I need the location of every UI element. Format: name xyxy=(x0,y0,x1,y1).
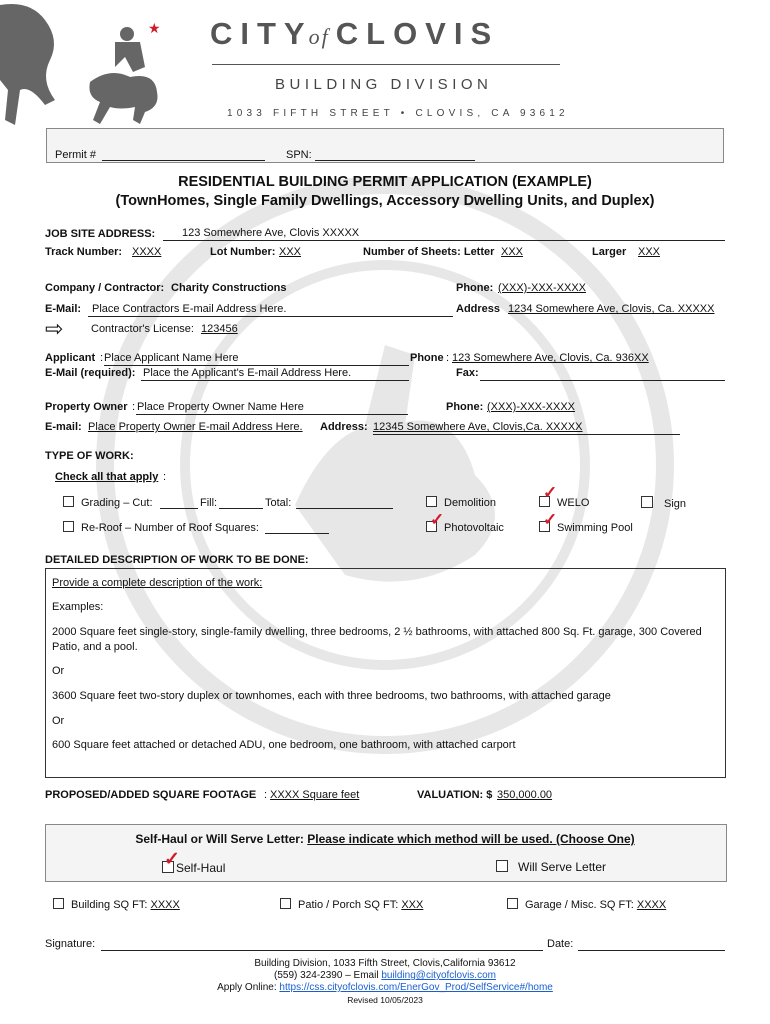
cowboy-horse-logo-left xyxy=(0,0,70,130)
check-all-label: Check all that apply xyxy=(55,471,159,483)
company-label: Company / Contractor: xyxy=(45,282,165,294)
checkbox-icon xyxy=(63,496,74,507)
contractor-phone-value[interactable]: (XXX)-XXX-XXXX xyxy=(498,282,587,294)
footer-email-link[interactable]: building@cityofclovis.com xyxy=(381,970,496,981)
garage-sqft-checkbox[interactable]: Garage / Misc. SQ FT: XXXX xyxy=(507,898,666,911)
applicant-label: Applicant xyxy=(45,352,96,364)
date-label: Date: xyxy=(547,938,574,950)
company-value[interactable]: Charity Constructions xyxy=(171,282,287,294)
contractor-email-value[interactable]: Place Contractors E-mail Address Here. xyxy=(92,303,287,315)
footer-apply-link[interactable]: https://css.cityofclovis.com/EnerGov_Prod/SelfService#/home xyxy=(279,982,553,993)
contractor-license-value[interactable]: 123456 xyxy=(201,323,238,335)
patio-sqft-checkbox[interactable]: Patio / Porch SQ FT: XXX xyxy=(280,898,423,911)
form-subtitle: (TownHomes, Single Family Dwellings, Accessory Dwelling Units, and Duplex) xyxy=(115,193,655,209)
checkbox-icon xyxy=(63,521,74,532)
or-label-2: Or xyxy=(52,715,65,727)
contractor-phone-label: Phone: xyxy=(456,282,494,294)
building-sqft-checkbox[interactable]: Building SQ FT: XXXX xyxy=(53,898,180,911)
owner-value[interactable]: Place Property Owner Name Here xyxy=(137,401,304,413)
self-haul-checkbox[interactable]: Self-Haul xyxy=(162,861,225,875)
photovoltaic-checkbox[interactable]: Photovoltaic xyxy=(426,521,504,534)
date-field[interactable] xyxy=(578,950,725,951)
sheets-larger-label: Larger xyxy=(592,246,627,258)
owner-address-label: Address: xyxy=(320,421,368,433)
description-heading: DETAILED DESCRIPTION OF WORK TO BE DONE: xyxy=(45,554,309,566)
demolition-checkbox[interactable]: Demolition xyxy=(426,496,496,509)
grading-checkbox[interactable]: Grading – Cut: xyxy=(63,496,153,509)
cowboy-horse-logo-right xyxy=(85,22,165,127)
track-number-label: Track Number: xyxy=(45,246,123,258)
lot-number-label: Lot Number: xyxy=(210,246,276,258)
contractor-email-label: E-Mail: xyxy=(45,303,82,315)
will-serve-checkbox[interactable]: Will Serve Letter xyxy=(496,860,606,874)
reroof-checkbox[interactable]: Re-Roof – Number of Roof Squares: xyxy=(63,521,259,534)
square-footage-label: PROPOSED/ADDED SQUARE FOOTAGE xyxy=(45,789,257,801)
owner-email-value[interactable]: Place Property Owner E-mail Address Here. xyxy=(88,421,303,433)
red-star-icon: ★ xyxy=(148,20,161,36)
examples-label: Examples: xyxy=(52,601,104,613)
contractor-license-label: Contractor's License: xyxy=(91,323,194,335)
lot-number-value[interactable]: XXX xyxy=(279,246,302,258)
arrow-right-icon: ⇨ xyxy=(45,316,64,341)
building-division-heading: BUILDING DIVISION xyxy=(275,76,493,93)
total-label: Total: xyxy=(265,497,292,509)
revised-date: Revised 10/05/2023 xyxy=(347,995,423,1005)
owner-address-value[interactable]: 12345 Somewhere Ave, Clovis,Ca. XXXXX xyxy=(373,421,583,433)
signature-field[interactable] xyxy=(101,950,543,951)
checkmark-icon: ✓ xyxy=(164,849,180,870)
checkbox-icon xyxy=(496,860,508,872)
sheets-letter-value[interactable]: XXX xyxy=(501,246,524,258)
applicant-phone-label: Phone xyxy=(410,352,444,364)
job-site-label: JOB SITE ADDRESS: xyxy=(45,228,156,240)
example-2: 3600 Square feet two-story duplex or townhomes, each with three bedrooms, two bathrooms, with attached garage xyxy=(52,690,611,702)
owner-label: Property Owner xyxy=(45,401,128,413)
checkmark-icon: ✓ xyxy=(543,483,558,502)
footer-apply: Apply Online: https://css.cityofclovis.com/EnerGov_Prod/SelfService#/home xyxy=(217,982,553,993)
division-address: 1033 FIFTH STREET • CLOVIS, CA 93612 xyxy=(227,108,569,119)
signature-label: Signature: xyxy=(45,938,96,950)
example-1-line-1: 2000 Square feet single-story, single-family dwelling, three bedrooms, 2 ½ bathrooms, with attached 800 Sq. Ft. garage, 300 Covered xyxy=(52,626,702,638)
fill-label: Fill: xyxy=(200,497,218,509)
contractor-address-value[interactable]: 1234 Somewhere Ave, Clovis, Ca. XXXXX xyxy=(508,303,715,315)
description-prompt: Provide a complete description of the work: xyxy=(52,577,263,589)
square-footage-value[interactable]: XXXX Square feet xyxy=(270,789,360,801)
track-number-value[interactable]: XXXX xyxy=(132,246,162,258)
footer-contact: (559) 324-2390 – Email building@cityofclovis.com xyxy=(274,970,496,981)
example-1-line-2: Patio, and a pool. xyxy=(52,641,138,653)
checkbox-icon xyxy=(507,898,518,909)
applicant-email-label: E-Mail (required): xyxy=(45,367,136,379)
spn-label: SPN: xyxy=(286,149,312,161)
permit-number-label: Permit # xyxy=(55,149,96,161)
applicant-value[interactable]: Place Applicant Name Here xyxy=(104,352,239,364)
sign-checkbox[interactable]: Sign xyxy=(641,496,686,510)
example-3: 600 Square feet attached or detached ADU, one bedroom, one bathroom, with attached carport xyxy=(52,739,516,751)
spn-field[interactable] xyxy=(315,160,475,161)
valuation-label: VALUATION: $ xyxy=(417,789,493,801)
applicant-fax-label: Fax: xyxy=(456,367,479,379)
applicant-phone-value[interactable]: 123 Somewhere Ave, Clovis, Ca. 936XX xyxy=(452,352,649,364)
checkbox-icon xyxy=(641,496,653,508)
checkbox-icon xyxy=(280,898,291,909)
footer-address: Building Division, 1033 Fifth Street, Clovis,California 93612 xyxy=(254,958,516,969)
applicant-fax-field[interactable] xyxy=(480,380,725,381)
permit-number-field[interactable] xyxy=(102,160,265,161)
welo-checkbox[interactable]: WELO xyxy=(539,496,589,509)
job-site-value[interactable]: 123 Somewhere Ave, Clovis XXXXX xyxy=(182,227,360,239)
permit-box xyxy=(46,128,724,163)
valuation-value[interactable]: 350,000.00 xyxy=(497,789,553,801)
type-of-work-heading: TYPE OF WORK: xyxy=(45,450,134,462)
city-of-clovis-wordmark: CITYof CLOVIS xyxy=(210,16,500,51)
contractor-address-label: Address xyxy=(456,303,501,315)
checkmark-icon: ✓ xyxy=(543,510,558,529)
or-label-1: Or xyxy=(52,665,65,677)
sheets-larger-value[interactable]: XXX xyxy=(638,246,661,258)
sheets-letter-label: Number of Sheets: Letter xyxy=(363,246,495,258)
owner-phone-label: Phone: xyxy=(446,401,484,413)
form-title: RESIDENTIAL BUILDING PERMIT APPLICATION (EXAMPLE) xyxy=(178,174,592,190)
haul-method-question: Self-Haul or Will Serve Letter: Please indicate which method will be used. (Choose One) xyxy=(135,832,635,846)
owner-email-label: E-mail: xyxy=(45,421,82,433)
checkbox-icon xyxy=(53,898,64,909)
checkmark-icon: ✓ xyxy=(430,510,445,529)
owner-phone-value[interactable]: (XXX)-XXX-XXXX xyxy=(487,401,576,413)
pool-checkbox[interactable]: Swimming Pool xyxy=(539,521,633,534)
checkbox-icon xyxy=(426,496,437,507)
applicant-email-value[interactable]: Place the Applicant's E-mail Address Here. xyxy=(143,367,352,379)
